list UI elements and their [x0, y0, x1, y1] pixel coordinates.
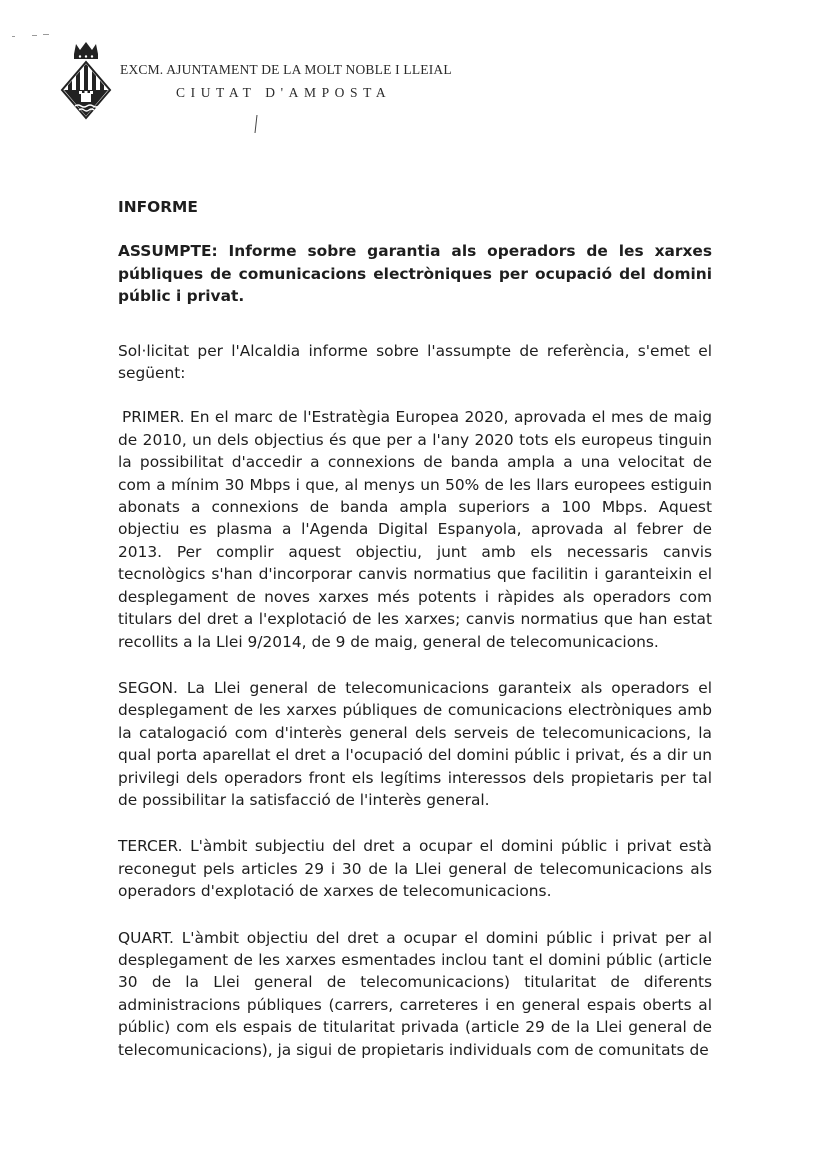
paragraph-primer: PRIMER. En el marc de l'Estratègia Europea 2020, aprovada el mes de maig de 2010, un dels objectius és que per a l'any 2020 tots els europeus tinguin la possibilitat d'accedir a connexions de banda ampla a una velocitat de com a mínim 30 Mbps i que, al menys un 50% de les llars europees estiguin abonats a connexions de banda ampla superiors a 100 Mbps. Aquest objectiu es plasma a l'Agenda Digital Espanyola, aprovada al febrer de 2013. Per complir aquest objectiu, junt amb els necessaris canvis tecnològics s'han d'incorporar canvis normatius que facilitin i garanteixin el desplegament de noves xarxes més potents i ràpides als operadors com titulars del dret a l'explotació de les xarxes; canvis normatius que han estat recollits a la Llei 9/2014, de 9 de maig, general de telecomunicacions.: [118, 408, 712, 651]
city-name: CIUTAT D'AMPOSTA: [176, 85, 392, 100]
municipal-crest-icon: [58, 40, 114, 122]
paragraph-quart: QUART. L'àmbit objectiu del dret a ocupar el domini públic i privat per al desplegament de les xarxes esmentades inclou tant el domini públic (article 30 de la Llei general de telecomunicacions) titularitat de diferents administracions públiques (carrers, carreteres i en general espais oberts al públic) com els espais de titularitat privada (article 29 de la Llei general de telecomunicacions), ja sigui de propietaris individuals com de comunitats de: [118, 928, 712, 1059]
institution-name: EXCM. AJUNTAMENT DE LA MOLT NOBLE I LLEIAL: [120, 62, 452, 77]
document-body: [118, 196, 712, 1085]
paragraph-segon: SEGON. La Llei general de telecomunicacions garanteix als operadors el desplegament de les xarxes públiques de comunicacions electròniques amb la catalogació com d'interès general dels serveis de telecomunicacions, la qual porta aparellat el dret a l'ocupació del domini públic i privat, és a dir un privilegi dels operadors front els legítims interessos dels propietaris per tal de possibilitar la satisfacció de l'interès general.: [118, 678, 712, 809]
document-subject: ASSUMPTE: Informe sobre garantia als operadors de les xarxes públiques de comunicacions electròniques per ocupació del domini públic i privat.: [118, 242, 712, 306]
document-title: INFORME: [118, 198, 198, 216]
intro-paragraph: Sol·licitat per l'Alcaldia informe sobre l'assumpte de referència, s'emet el següent:: [118, 341, 712, 383]
pen-mark: [253, 114, 259, 134]
paragraph-tercer: TERCER. L'àmbit subjectiu del dret a ocupar el domini públic i privat està reconegut pels articles 29 i 30 de la Llei general de telecomunicacions als operadors d'explotació de xarxes de telecomunicacions.: [118, 837, 712, 901]
